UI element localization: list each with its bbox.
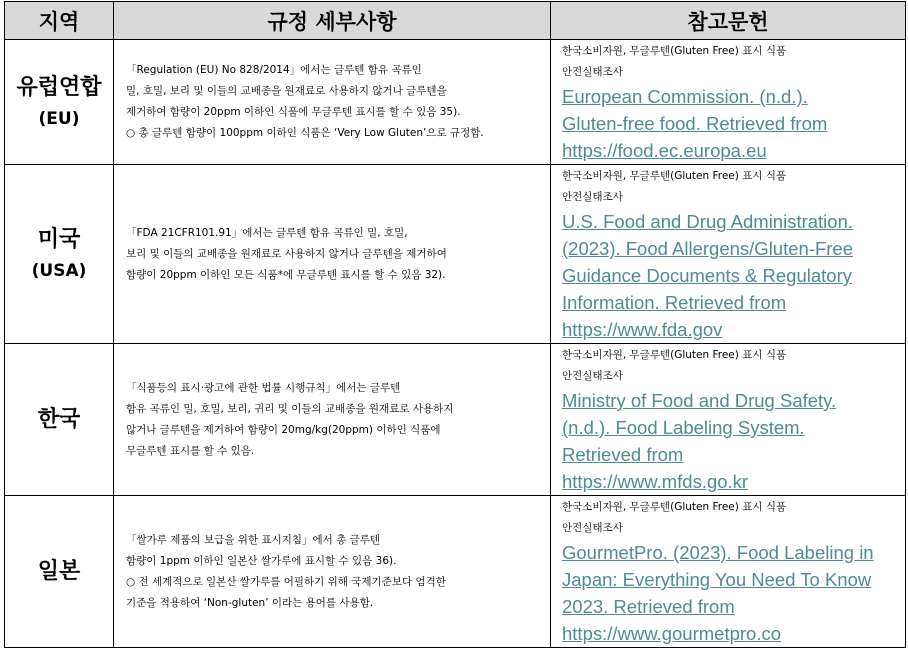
regulation-cell [114,165,551,344]
reference-link[interactable]: Ministry of Food and Drug Safety. [562,390,837,411]
reference-source: 한국소비자원, 무글루텐(Gluten Free) 표시 식품 [562,349,787,361]
reference-link[interactable]: Gluten-free food. Retrieved from [562,113,828,134]
reference-link[interactable]: U.S. Food and Drug Administration. [562,211,854,232]
reference-link[interactable]: https://www.mfds.go.kr [562,471,749,492]
regulation-line: 「FDA 21CFR101.91」에서는 글루텐 함유 곡류인 밀, 호밀, [126,226,408,239]
region-name: 유럽연합 [16,75,102,100]
reference-link[interactable]: Japan: Everything You Need To Know [562,569,872,590]
region-cell [5,496,114,648]
table-row [5,40,906,165]
regulation-line: ○ 전 세계적으로 일본산 쌀가루를 어필하기 위해 국제기준보다 엄격한 [126,575,446,588]
reference-link[interactable]: Guidance Documents & Regulatory [562,265,852,286]
region-cell [5,165,114,344]
header-reference: 참고문헌 [551,2,906,40]
regulation-line: 기준을 적용하여 ‘Non-gluten’ 이라는 용어를 사용함. [126,596,374,609]
region-cell [5,344,114,496]
header-row [5,2,906,40]
reference-link[interactable]: Retrieved from [562,444,684,465]
reference-link[interactable]: Information. Retrieved from [562,292,787,313]
regulation-line: 제거하여 함량이 20ppm 이하인 식품에 무글루텐 표시를 할 수 있음 35). [126,106,461,118]
region-code: (EU) [38,109,80,129]
reference-cell [551,40,906,165]
regulation-line: 「Regulation (EU) No 828/2014」에서는 글루텐 함유 곡류인 [126,64,422,76]
header-regulation: 규정 세부사항 [114,2,551,40]
regulation-line: 함량이 20ppm 이하인 모든 식품*에 무글루텐 표시를 할 수 있음 32). [126,268,446,281]
reference-link[interactable]: https://food.ec.europa.eu [562,140,767,161]
reference-cell [551,496,906,648]
reference-cell [551,344,906,496]
regulation-cell [114,40,551,165]
reference-link[interactable]: European Commission. (n.d.). [562,86,808,107]
regulation-cell [114,344,551,496]
reference-link[interactable]: https://www.gourmetpro.co [562,623,782,644]
reference-cell [551,165,906,344]
regulation-line: 밀, 호밀, 보리 및 이들의 교배종을 원재료로 사용하지 않거나 글루텐을 [126,85,447,97]
regulation-line: 무글루텐 표시를 할 수 있음. [126,444,255,457]
table-row [5,165,906,344]
regulation-line: 「쌀가루 제품의 보급을 위한 표시지침」에서 총 글루텐 [126,533,381,546]
regulation-line: 함량이 1ppm 이하인 일본산 쌀가루에 표시할 수 있음 36). [126,554,397,567]
reference-source: 안전실태조사 [562,191,623,203]
regulation-cell [114,496,551,648]
reference-link[interactable]: 2023. Retrieved from [562,596,735,617]
reference-source: 안전실태조사 [562,66,623,78]
reference-source: 한국소비자원, 무글루텐(Gluten Free) 표시 식품 [562,501,787,513]
regulation-line: ○ 총 글루텐 함량이 100ppm 이하인 식품은 ‘Very Low Gluten’으로 규정함. [126,127,484,139]
header-region: 지역 [5,2,114,40]
region-name: 일본 [37,558,81,584]
region-name: 한국 [37,406,81,432]
reference-source: 한국소비자원, 무글루텐(Gluten Free) 표시 식품 [562,170,787,182]
regulation-line: 않거나 글루텐을 제거하여 함량이 20mg/kg(20ppm) 이하인 식품에 [126,423,441,436]
reference-link[interactable]: GourmetPro. (2023). Food Labeling in [562,542,874,563]
regulation-line: 「식품등의 표시·광고에 관한 법률 시행규칙」에서는 글루텐 [126,381,401,394]
reference-link[interactable]: (2023). Food Allergens/Gluten-Free [562,238,854,259]
reference-source: 한국소비자원, 무글루텐(Gluten Free) 표시 식품 [562,45,787,57]
reference-source: 안전실태조사 [562,522,623,534]
table-row [5,344,906,496]
region-cell [5,40,114,165]
regulation-table [4,1,906,648]
region-code: (USA) [31,261,87,281]
table-row [5,496,906,648]
regulation-line: 보리 및 이들의 교배종을 원재료로 사용하지 않거나 글루텐을 제거하여 [126,247,447,260]
reference-source: 안전실태조사 [562,370,623,382]
reference-link[interactable]: https://www.fda.gov [562,319,723,340]
region-name: 미국 [37,227,81,252]
regulation-line: 함유 곡류인 밀, 호밀, 보리, 귀리 및 이들의 교배종을 원재료로 사용하지 [126,402,454,415]
reference-link[interactable]: (n.d.). Food Labeling System. [562,417,805,438]
